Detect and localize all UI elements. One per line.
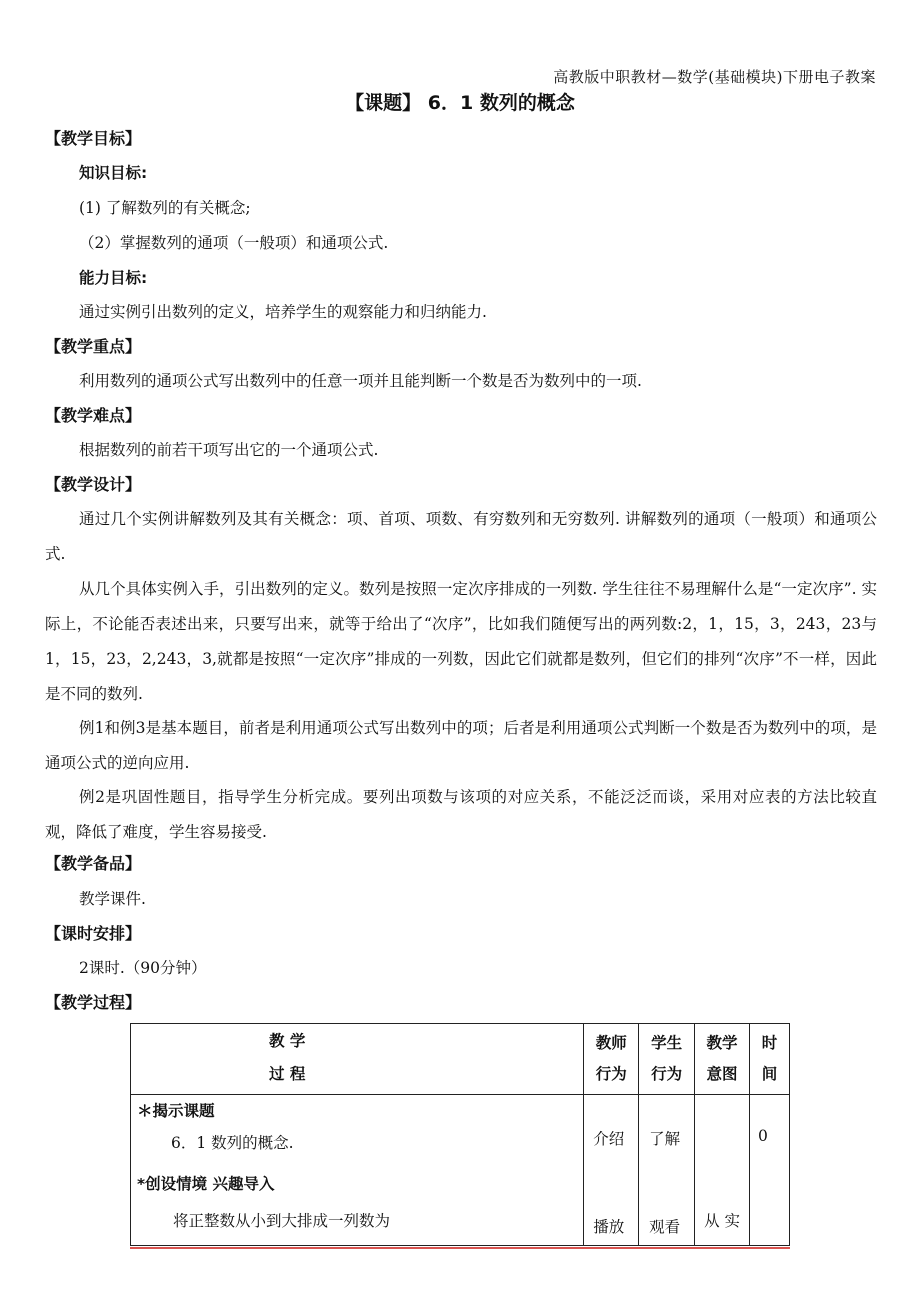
- student-action-2: 观看: [649, 1218, 681, 1236]
- difficulty-item-1: 根据数列的前若干项写出它的一个通项公式.: [79, 441, 379, 459]
- knowledge-item-2: （2）掌握数列的通项（一般项）和通项公式.: [79, 234, 389, 252]
- design-paragraph-1: 通过几个实例讲解数列及其有关概念：项、首项、项数、有穷数列和无穷数列. 讲解数列的通项（一般项）和通项公式.: [45, 510, 877, 563]
- header-student-line2: 行为: [651, 1065, 683, 1083]
- header-intent-line1: 教学: [706, 1034, 738, 1052]
- header-intent-line2: 意图: [706, 1065, 738, 1083]
- design-paragraph-3: 例1和例3是基本题目，前者是利用通项公式写出数列中的项；后者是利用通项公式判断一个数是否为数列中的项，是通项公式的逆向应用.: [45, 719, 877, 772]
- goal-heading: 【教学目标】: [45, 129, 142, 148]
- time-cell: [750, 1095, 790, 1246]
- teacher-cell: [584, 1095, 639, 1246]
- ability-item-1: 通过实例引出数列的定义，培养学生的观察能力和归纳能力.: [79, 303, 487, 321]
- focus-item-1: 利用数列的通项公式写出数列中的任意一项并且能判断一个数是否为数列中的一项.: [79, 372, 642, 390]
- item1-title: ＊揭示课题: [137, 1102, 215, 1120]
- knowledge-heading: 知识目标:: [79, 164, 148, 182]
- teacher-action-1: 介绍: [593, 1130, 625, 1148]
- ability-heading: 能力目标:: [79, 269, 148, 287]
- header-student: [639, 1024, 695, 1095]
- design-paragraph-4: 例2是巩固性题目，指导学生分析完成。要列出项数与该项的对应关系，不能泛泛而谈，采用对应表的方法比较直观，降低了难度，学生容易接受.: [45, 788, 877, 841]
- page-title: 【课题】 6．1 数列的概念: [345, 92, 575, 114]
- student-cell: [639, 1095, 695, 1246]
- item1-text: 6．1 数列的概念.: [171, 1134, 294, 1152]
- difficulty-heading: 【教学难点】: [45, 406, 142, 425]
- header-process: [131, 1024, 584, 1095]
- schedule-heading: 【课时安排】: [45, 924, 142, 943]
- design-heading: 【教学设计】: [45, 475, 142, 494]
- header-teacher-line2: 行为: [595, 1065, 627, 1083]
- item2-title: *创设情境 兴趣导入: [137, 1175, 275, 1193]
- running-header: 高教版中职教材—数学(基础模块)下册电子教案: [553, 68, 876, 86]
- header-time-line1: 时: [761, 1034, 778, 1052]
- header-time: [750, 1024, 790, 1095]
- header-process-line1: 教 学: [269, 1032, 306, 1050]
- header-time-line2: 间: [761, 1065, 778, 1083]
- student-action-1: 了解: [649, 1130, 681, 1148]
- header-intent: [695, 1024, 750, 1095]
- process-heading: 【教学过程】: [45, 993, 142, 1012]
- materials-item-1: 教学课件.: [79, 890, 146, 908]
- intent-1: 从 实: [704, 1212, 741, 1230]
- table-bottom-rule: [130, 1247, 790, 1249]
- knowledge-item-1: (1) 了解数列的有关概念;: [79, 199, 251, 217]
- header-teacher-line1: 教师: [595, 1034, 627, 1052]
- teacher-action-2: 播放: [593, 1218, 625, 1236]
- process-table: [130, 1023, 790, 1246]
- focus-heading: 【教学重点】: [45, 337, 142, 356]
- process-cell: [131, 1095, 584, 1246]
- materials-heading: 【教学备品】: [45, 854, 142, 873]
- item2-text: 将正整数从小到大排成一列数为: [173, 1212, 391, 1230]
- header-process-line2: 过 程: [269, 1065, 306, 1083]
- header-student-line1: 学生: [651, 1034, 683, 1052]
- schedule-item-1: 2课时.（90分钟）: [79, 959, 207, 977]
- design-paragraph-2: 从几个具体实例入手，引出数列的定义。数列是按照一定次序排成的一列数. 学生往往不易理解什么是“一定次序”. 实际上，不论能否表述出来，只要写出来，就等于给出了“次序”，比如我们随便写出的两列数:2，1，15，3，243，23与1，15，23，2,243，3,就都是按照“一定次序”排成的一列数，因此它们就都是数列，但它们的排列“次序”不一样，因此是不同的数列.: [45, 580, 877, 703]
- table-header-row: [131, 1024, 790, 1095]
- table-row: [131, 1095, 790, 1246]
- header-teacher: [584, 1024, 639, 1095]
- intent-cell: [695, 1095, 750, 1246]
- time-1: 0: [758, 1127, 768, 1145]
